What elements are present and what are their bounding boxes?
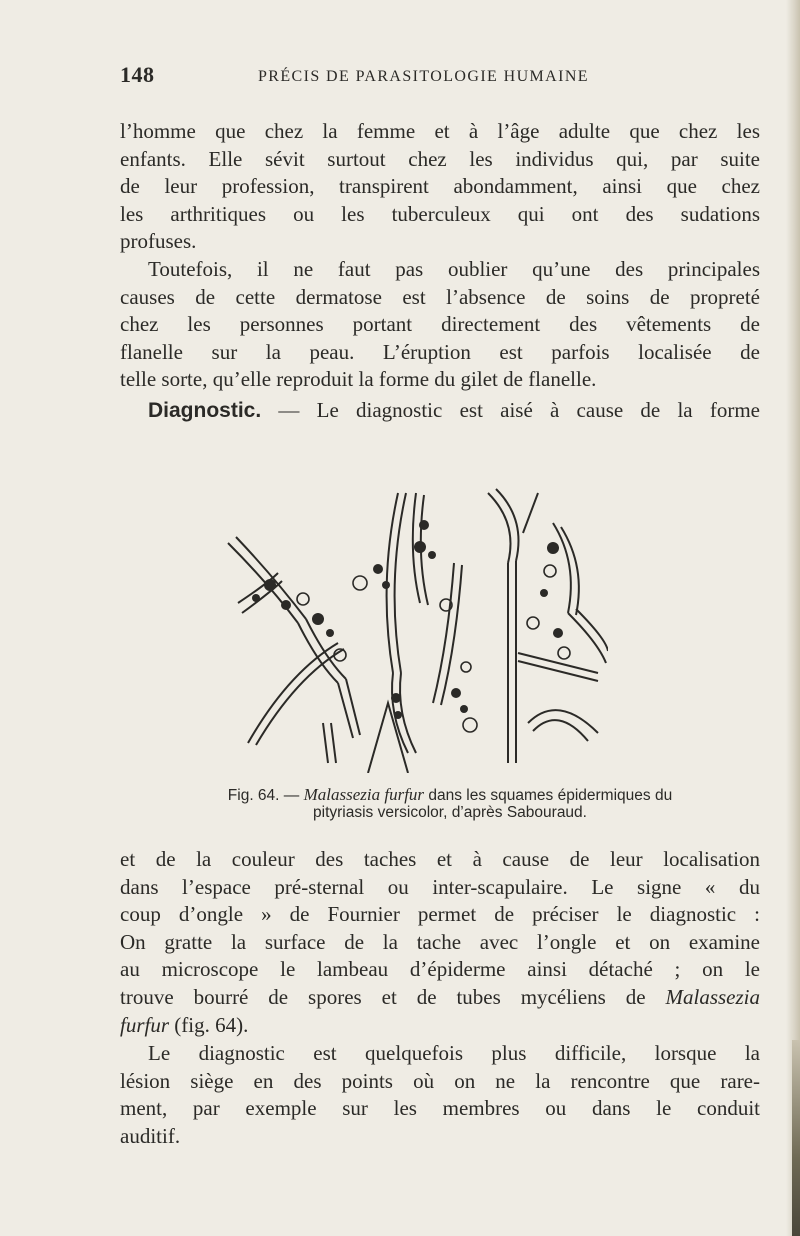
text-line: auditif. xyxy=(120,1123,181,1148)
running-title: PRÉCIS DE PARASITOLOGIE HUMAINE xyxy=(258,68,589,85)
text-fragment: trouve bourré de spores et de tubes mycéliens de xyxy=(120,984,646,1009)
caption-dash: — xyxy=(279,787,304,804)
diagnostic-line xyxy=(120,397,760,425)
diagnostic-text: — Le diagnostic est aisé à cause de la forme xyxy=(261,398,760,422)
text-line: l’homme que chez la femme et à l’âge adulte que chez les xyxy=(120,119,760,143)
figure-label: Fig. 64. xyxy=(227,787,280,804)
figure-reference: (fig. 64). xyxy=(169,1012,249,1037)
text-line: ment, par exemple sur les membres ou dans le conduit xyxy=(120,1096,760,1121)
paragraph-4 xyxy=(120,1040,760,1150)
text-line-with-species xyxy=(120,984,760,1012)
text-line: chez les personnes portant directement des vêtements de xyxy=(120,312,760,337)
text-line: enfants. Elle sévit surtout chez les individus qui, par suite xyxy=(120,146,760,171)
page-edge-dark-corner xyxy=(792,1040,800,1236)
section-heading-diagnostic: Diagnostic. xyxy=(148,399,262,422)
text-line: causes de cette dermatose est l’absence de soins de propreté xyxy=(120,284,760,309)
figure-64-illustration xyxy=(208,473,608,773)
text-line: de leur profession, transpirent abondamment, ainsi que chez xyxy=(120,174,760,199)
text-line: au microscope le lambeau d’épiderme ainsi détaché ; on le xyxy=(120,957,760,982)
text-line: les arthritiques ou les tuberculeux qui ont des sudations xyxy=(120,201,760,226)
paragraph-3 xyxy=(120,846,760,1039)
page-number: 148 xyxy=(120,62,155,87)
text-line: profuses. xyxy=(120,229,197,254)
text-line: On gratte la surface de la tache avec l’ongle et on examine xyxy=(120,929,760,954)
text-line: lésion siège en des points où on ne la rencontre que rare- xyxy=(120,1068,760,1093)
caption-line-2: pityriasis versicolor, d’après Sabouraud. xyxy=(313,804,587,821)
figure-caption xyxy=(150,786,750,821)
text-line: flanelle sur la peau. L’éruption est parfois localisée de xyxy=(120,339,760,364)
text-line: et de la couleur des taches et à cause de leur localisation xyxy=(120,847,760,871)
fungal-hyphae-drawing xyxy=(208,473,608,773)
diagnostic-text-line xyxy=(120,397,760,425)
page-header xyxy=(120,62,760,98)
caption-rest: dans les squames épidermiques du xyxy=(424,787,673,804)
paragraph-1 xyxy=(120,118,760,256)
paragraph-2 xyxy=(120,256,760,394)
species-name-2: furfur xyxy=(120,1012,170,1037)
text-line: coup d’ongle » de Fournier permet de préciser le diagnostic : xyxy=(120,902,760,927)
text-line: Toutefois, il ne faut pas oublier qu’une des principales xyxy=(148,257,760,281)
species-name: Malassezia xyxy=(665,984,760,1009)
text-line: telle sorte, qu’elle reproduit la forme du gilet de flanelle. xyxy=(120,367,597,392)
caption-species: Malassezia furfur xyxy=(303,785,425,804)
text-line: dans l’espace pré-sternal ou inter-scapulaire. Le signe « du xyxy=(120,874,760,899)
text-line-with-ref xyxy=(120,1012,760,1040)
caption-line-1 xyxy=(150,786,750,804)
text-line: Le diagnostic est quelquefois plus difficile, lorsque la xyxy=(148,1041,760,1065)
